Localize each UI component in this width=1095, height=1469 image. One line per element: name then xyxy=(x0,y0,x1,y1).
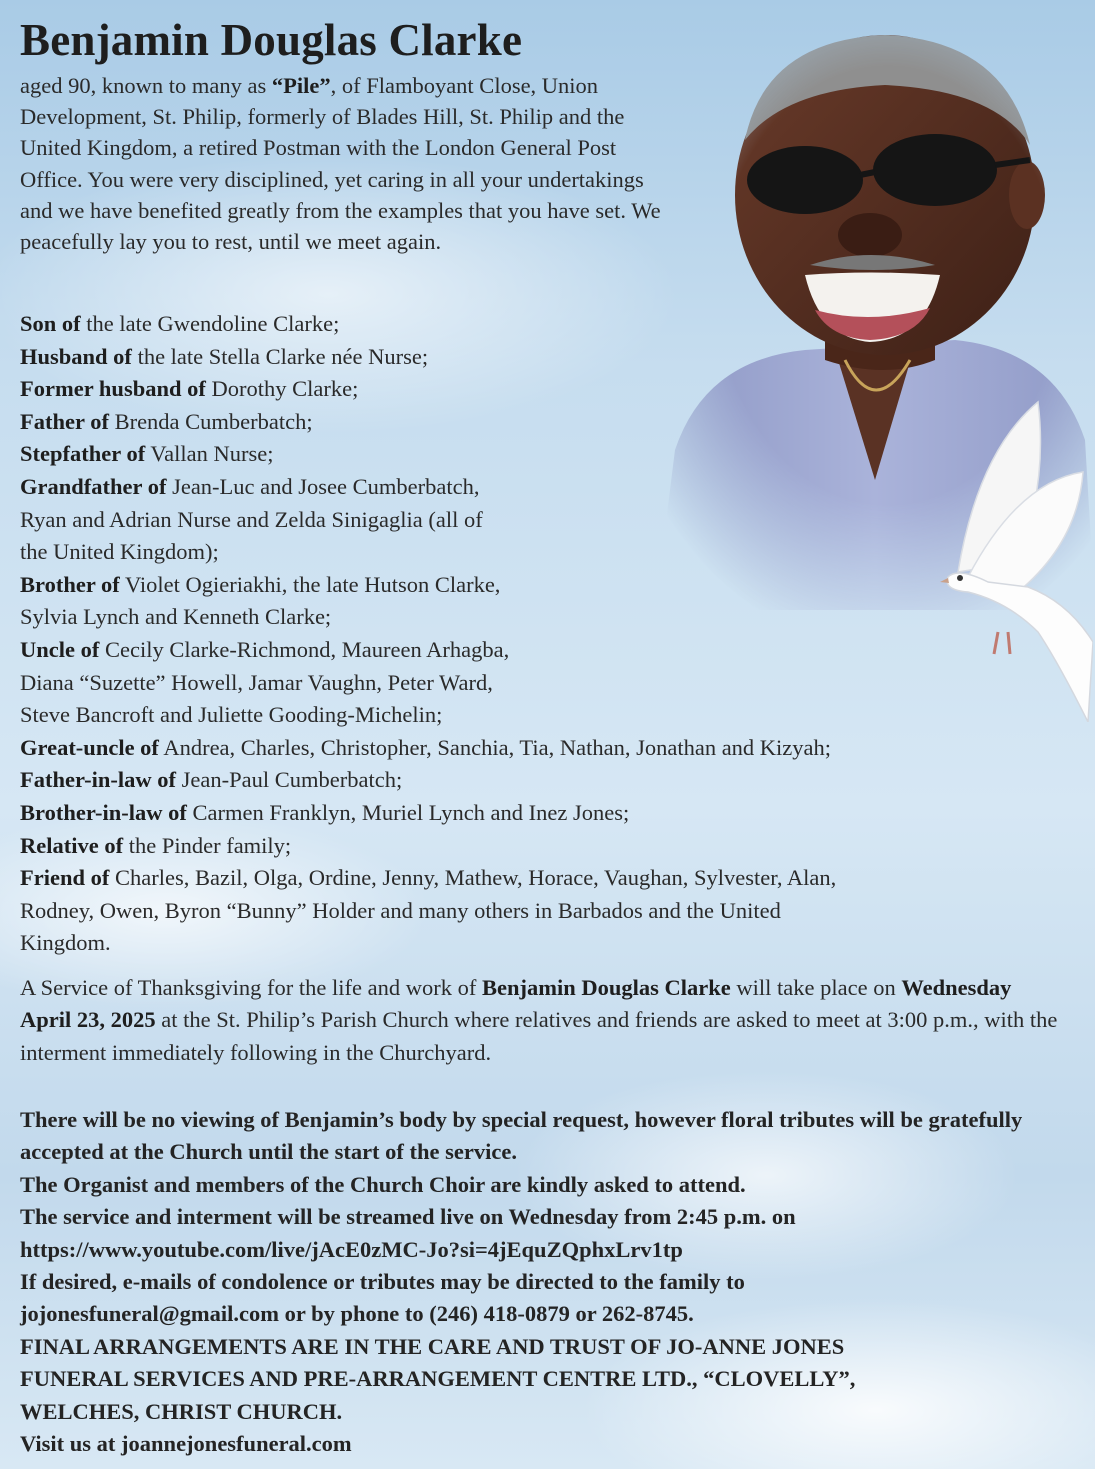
relation-line xyxy=(20,569,1060,602)
relation-label: Great-uncle of xyxy=(20,734,159,760)
relation-label: Husband of xyxy=(20,343,132,369)
relation-names: Carmen Franklyn, Muriel Lynch and Inez Jones; xyxy=(186,799,630,825)
relation-names: Jean-Paul Cumberbatch; xyxy=(176,767,403,793)
service-date: Wednesday April 23, 2025 xyxy=(20,975,1012,1033)
relation-names: Diana “Suzette” Howell, Jamar Vaughn, Peter Ward, xyxy=(20,669,493,695)
relation-names: Kingdom. xyxy=(20,930,111,956)
service-name: Benjamin Douglas Clarke xyxy=(481,975,731,1000)
relation-names: the late Stella Clarke née Nurse; xyxy=(131,343,429,369)
relation-label: Uncle of xyxy=(20,636,100,662)
relation-label: Brother of xyxy=(20,571,120,597)
relation-line xyxy=(20,406,1060,439)
relation-names: Brenda Cumberbatch; xyxy=(108,408,313,434)
contact-line[interactable]: jojonesfuneral@gmail.com or by phone to (246) 418-0879 or 262-8745. xyxy=(20,1301,694,1327)
relation-line xyxy=(20,862,1060,895)
relation-line xyxy=(20,308,1060,341)
service-paragraph xyxy=(20,972,1060,1069)
relation-line xyxy=(20,373,1060,406)
family-relations xyxy=(20,308,1060,960)
relation-line xyxy=(20,699,1060,732)
relation-names: Sylvia Lynch and Kenneth Clarke; xyxy=(20,604,332,630)
service-details xyxy=(20,972,1060,1069)
stream-link[interactable]: https://www.youtube.com/live/jAcE0zMC-Jo?si=4jEquZQphxLrv1tp xyxy=(20,1236,683,1262)
relation-label: Father of xyxy=(20,408,109,434)
relation-names: the United Kingdom); xyxy=(20,539,219,565)
intro-text-post: , of Flamboyant Close, Union Development, St. Philip, formerly of Blades Hill, St. Philip and the United Kingdom, a retired Postman with the London General Post Office. You were very disciplined, yet caring in all your undertakings and we have benefited greatly from the examples that you have set. We peacefully lay you to rest, until we meet again. xyxy=(20,73,661,255)
notice-choir: The Organist and members of the Church Choir are kindly asked to attend. xyxy=(20,1171,746,1197)
relation-names: Vallan Nurse; xyxy=(145,441,274,467)
nickname: “Pile” xyxy=(271,73,331,98)
arrangements-line-2: FUNERAL SERVICES AND PRE-ARRANGEMENT CENTRE LTD., “CLOVELLY”, xyxy=(20,1366,856,1392)
intro-paragraph xyxy=(20,70,670,257)
relation-label: Former husband of xyxy=(20,376,206,402)
relation-names: Ryan and Adrian Nurse and Zelda Sinigaglia (all of xyxy=(20,506,483,532)
notice-condolence: If desired, e-mails of condolence or tributes may be directed to the family to xyxy=(20,1269,745,1295)
service-text-3: at the St. Philip’s Parish Church where relatives and friends are asked to meet at 3:00 p.m., with the interment immediately following in the Churchyard. xyxy=(20,1007,1058,1065)
relation-names: Steve Bancroft and Juliette Gooding-Michelin; xyxy=(20,702,443,728)
relation-line xyxy=(20,536,1060,569)
relation-names: Dorothy Clarke; xyxy=(205,376,359,402)
arrangements-line-1: FINAL ARRANGEMENTS ARE IN THE CARE AND TRUST OF JO-ANNE JONES xyxy=(20,1333,845,1359)
relation-label: Son of xyxy=(20,311,81,336)
relation-line xyxy=(20,927,1060,960)
relation-label: Friend of xyxy=(20,865,110,891)
relation-line xyxy=(20,634,1060,667)
relation-names: Cecily Clarke-Richmond, Maureen Arhagba, xyxy=(99,636,510,662)
relation-names: the late Gwendoline Clarke; xyxy=(80,311,340,336)
service-text-1: A Service of Thanksgiving for the life and work of xyxy=(20,975,482,1000)
relation-line xyxy=(20,504,1060,537)
intro-text-pre: aged 90, known to many as xyxy=(20,73,272,98)
relation-label: Stepfather of xyxy=(20,441,146,467)
relation-line xyxy=(20,438,1060,471)
relation-line xyxy=(20,732,1060,765)
notices xyxy=(20,1104,1080,1460)
relation-line xyxy=(20,797,1060,830)
relation-line xyxy=(20,895,1060,928)
notice-stream: The service and interment will be streamed live on Wednesday from 2:45 p.m. on xyxy=(20,1204,796,1230)
relation-label: Relative of xyxy=(20,832,124,858)
relation-label: Father-in-law of xyxy=(20,767,177,793)
relation-line xyxy=(20,764,1060,797)
relation-names: the Pinder family; xyxy=(123,832,292,858)
relation-line xyxy=(20,471,1060,504)
relation-line xyxy=(20,830,1060,863)
website-link[interactable]: Visit us at joannejonesfuneral.com xyxy=(20,1431,352,1457)
service-text-2: will take place on xyxy=(730,975,902,1000)
relation-line xyxy=(20,341,1060,374)
relation-names: Andrea, Charles, Christopher, Sanchia, Tia, Nathan, Jonathan and Kizyah; xyxy=(158,734,832,760)
arrangements-line-3: WELCHES, CHRIST CHURCH. xyxy=(20,1398,343,1424)
relation-names: Charles, Bazil, Olga, Ordine, Jenny, Mathew, Horace, Vaughan, Sylvester, Alan, xyxy=(109,865,837,891)
relation-names: Rodney, Owen, Byron “Bunny” Holder and many others in Barbados and the United xyxy=(20,897,781,923)
relation-names: Jean-Luc and Josee Cumberbatch, xyxy=(166,473,480,499)
relation-label: Brother-in-law of xyxy=(20,799,187,825)
relation-label: Grandfather of xyxy=(20,473,167,499)
notice-viewing: There will be no viewing of Benjamin’s body by special request, however floral tributes will be gratefully accepted at the Church until the start of the service. xyxy=(20,1107,1023,1165)
deceased-name: Benjamin Douglas Clarke xyxy=(20,15,523,65)
relation-names: Violet Ogieriakhi, the late Hutson Clarke, xyxy=(119,571,501,597)
relation-line xyxy=(20,601,1060,634)
relation-line xyxy=(20,667,1060,700)
